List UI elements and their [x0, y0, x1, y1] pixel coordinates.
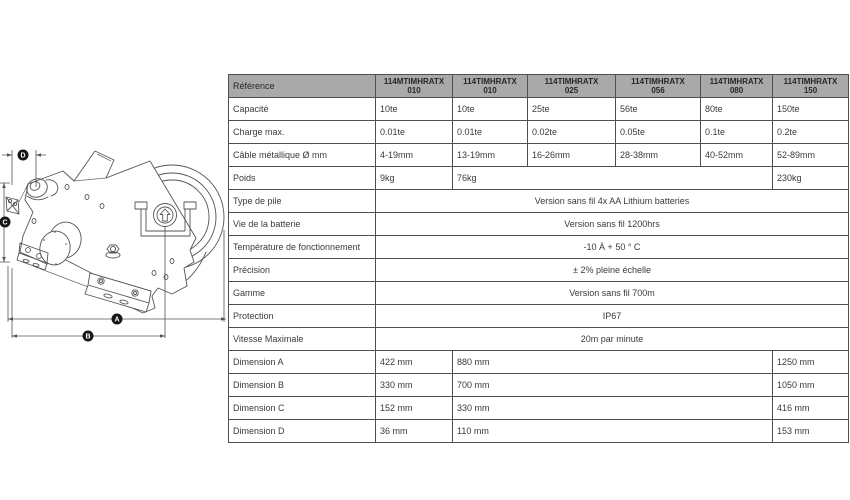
table-row: [229, 121, 849, 144]
column-header: [773, 75, 849, 98]
table-cell: 0.05te: [616, 121, 701, 144]
table-row: [229, 144, 849, 167]
table-cell: 9kg: [376, 167, 453, 190]
spec-table-body: [229, 98, 849, 443]
table-cell: 0.02te: [528, 121, 616, 144]
corner-header: Référence: [229, 75, 376, 98]
model-line1: 114TIMHRATX: [709, 76, 764, 86]
table-cell: 0.01te: [376, 121, 453, 144]
table-row: [229, 167, 849, 190]
table-cell: 0.2te: [773, 121, 849, 144]
table-cell: 330 mm: [376, 374, 453, 397]
table-row: [229, 259, 849, 282]
model-line2: 010: [483, 86, 497, 95]
table-cell: 13-19mm: [453, 144, 528, 167]
table-cell: 10te: [376, 98, 453, 121]
table-cell: 152 mm: [376, 397, 453, 420]
table-cell: 4-19mm: [376, 144, 453, 167]
table-cell: 10te: [453, 98, 528, 121]
table-cell: 422 mm: [376, 351, 453, 374]
table-row: [229, 374, 849, 397]
dimension-c: [0, 183, 11, 262]
table-cell: 880 mm: [453, 351, 773, 374]
table-row: [229, 328, 849, 351]
table-cell: 230kg: [773, 167, 849, 190]
column-header: [453, 75, 528, 98]
table-cell: 16-26mm: [528, 144, 616, 167]
anchor-bracket: [6, 197, 19, 214]
table-cell: Version sans fil 4x AA Lithium batteries: [376, 190, 849, 213]
table-cell: Version sans fil 700m: [376, 282, 849, 305]
table-cell: 20m par minute: [376, 328, 849, 351]
table-cell: 40-52mm: [701, 144, 773, 167]
table-cell: 330 mm: [453, 397, 773, 420]
table-row: [229, 236, 849, 259]
table-row: [229, 213, 849, 236]
table-row: [229, 397, 849, 420]
table-cell: 700 mm: [453, 374, 773, 397]
model-line1: 114TIMHRATX: [463, 76, 517, 86]
table-cell: 416 mm: [773, 397, 849, 420]
model-line2: 056: [651, 86, 665, 95]
table-cell: 56te: [616, 98, 701, 121]
table-cell: 0.01te: [453, 121, 528, 144]
row-label: Température de fonctionnement: [229, 236, 376, 259]
table-row: [229, 420, 849, 443]
spec-table: [228, 74, 849, 443]
row-label: Câble métallique Ø mm: [229, 144, 376, 167]
table-cell: IP67: [376, 305, 849, 328]
table-row: [229, 351, 849, 374]
row-label: Charge max.: [229, 121, 376, 144]
model-line2: 080: [729, 86, 744, 95]
table-cell: 0.1te: [701, 121, 773, 144]
row-label: Vitesse Maximale: [229, 328, 376, 351]
table-row: [229, 98, 849, 121]
row-label: Dimension B: [229, 374, 376, 397]
table-cell: -10 À + 50 ° C: [376, 236, 849, 259]
row-label: Vie de la batterie: [229, 213, 376, 236]
table-row: [229, 282, 849, 305]
model-line2: 150: [803, 86, 818, 95]
row-label: Protection: [229, 305, 376, 328]
spec-table-head: [229, 75, 849, 98]
model-line1: 114TIMHRATX: [631, 76, 685, 86]
model-line1: 114TIMHRATX: [783, 76, 838, 86]
table-cell: 153 mm: [773, 420, 849, 443]
row-label: Dimension A: [229, 351, 376, 374]
table-cell: 52-89mm: [773, 144, 849, 167]
dim-label-b: B: [85, 333, 91, 341]
table-cell: Version sans fil 1200hrs: [376, 213, 849, 236]
table-cell: 150te: [773, 98, 849, 121]
model-line2: 025: [564, 86, 579, 95]
row-label: Capacité: [229, 98, 376, 121]
row-label: Dimension D: [229, 420, 376, 443]
row-label: Poids: [229, 167, 376, 190]
row-label: Gamme: [229, 282, 376, 305]
table-cell: 1050 mm: [773, 374, 849, 397]
table-row: [229, 190, 849, 213]
model-line2: 010: [407, 86, 421, 95]
dim-label-d: D: [20, 152, 26, 160]
column-header: [616, 75, 701, 98]
table-cell: 110 mm: [453, 420, 773, 443]
column-header: [376, 75, 453, 98]
table-cell: 36 mm: [376, 420, 453, 443]
table-cell: 28-38mm: [616, 144, 701, 167]
header-row: [229, 75, 849, 98]
table-cell: 76kg: [453, 167, 773, 190]
row-label: Dimension C: [229, 397, 376, 420]
column-header: [528, 75, 616, 98]
row-label: Précision: [229, 259, 376, 282]
dim-label-a: A: [114, 316, 120, 324]
dim-label-c: C: [2, 219, 8, 227]
table-cell: 25te: [528, 98, 616, 121]
table-cell: 80te: [701, 98, 773, 121]
table-cell: 1250 mm: [773, 351, 849, 374]
technical-drawing: [0, 140, 236, 355]
model-line1: 114MTIMHRATX: [383, 76, 445, 86]
row-label: Type de pile: [229, 190, 376, 213]
model-line1: 114TIMHRATX: [544, 76, 599, 86]
column-header: [701, 75, 773, 98]
table-cell: ± 2% pleine échelle: [376, 259, 849, 282]
table-row: [229, 305, 849, 328]
